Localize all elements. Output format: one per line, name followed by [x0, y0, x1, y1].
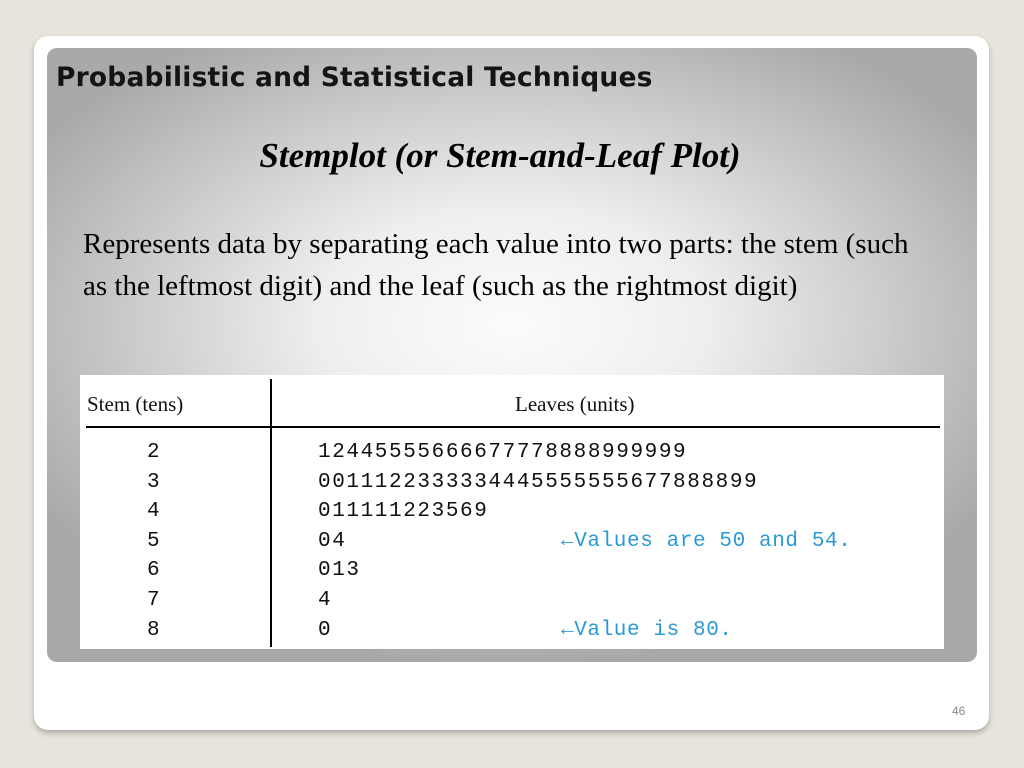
table-row — [80, 616, 944, 646]
stem-cell: 3 — [147, 470, 160, 494]
table-row — [80, 527, 944, 557]
stem-column-header: Stem (tens) — [87, 392, 184, 416]
page-number: 46 — [952, 704, 966, 718]
stem-cell: 4 — [147, 500, 160, 524]
leaves-cell: 013 — [318, 559, 361, 583]
leaves-column-header: Leaves (units) — [515, 392, 635, 416]
header-rule — [86, 426, 940, 428]
stem-cell: 7 — [147, 588, 160, 612]
table-row — [80, 586, 944, 616]
leaves-cell: 04 — [318, 529, 347, 553]
annotation-note: ←Value is 80. — [561, 618, 733, 642]
leaves-cell: 011111223569 — [318, 500, 489, 524]
annotation-note: ←Values are 50 and 54. — [561, 529, 852, 553]
leaves-cell: 4 — [318, 588, 333, 612]
table-row — [80, 468, 944, 498]
stemplot-table — [80, 375, 944, 649]
table-row — [80, 497, 944, 527]
stem-cell: 6 — [147, 559, 160, 583]
stem-cell: 5 — [147, 529, 160, 553]
slide-subtitle: Stemplot (or Stem-and-Leaf Plot) — [259, 136, 741, 175]
header-title: Probabilistic and Statistical Techniques — [56, 62, 653, 93]
table-row — [80, 438, 944, 468]
table-rows — [80, 438, 944, 645]
leaves-cell: 0011122333334445555555677888899 — [318, 470, 759, 494]
leaves-cell: 12445555666677778888999999 — [318, 441, 688, 464]
description-text: Represents data by separating each value into two parts: the stem (such as the leftmost digit) and the leaf (such as the rightmost digit) — [83, 228, 909, 302]
stem-cell: 2 — [147, 441, 160, 464]
leaves-cell: 0 — [318, 618, 333, 642]
stem-cell: 8 — [147, 618, 160, 642]
table-row — [80, 556, 944, 586]
